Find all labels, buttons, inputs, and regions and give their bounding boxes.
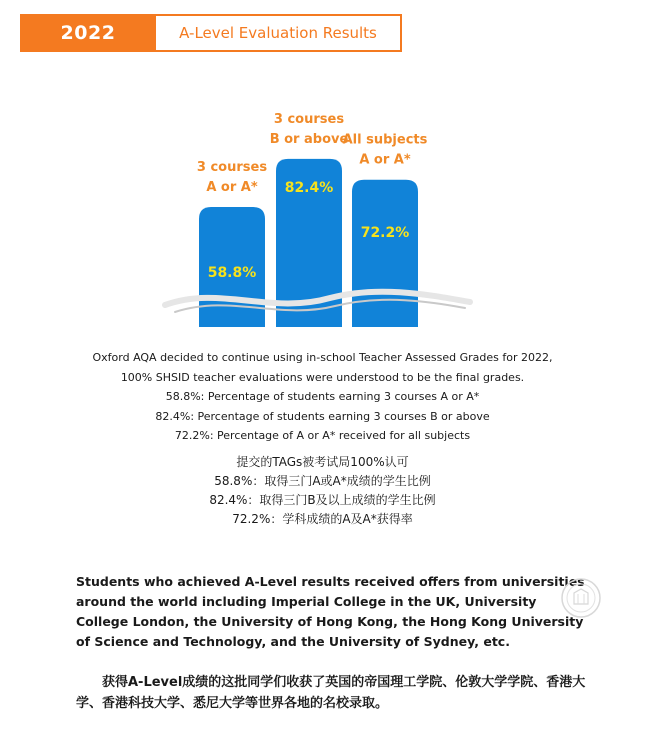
results-bar-chart (0, 80, 645, 330)
notes-english (0, 348, 645, 446)
note-line: Oxford AQA decided to continue using in-school Teacher Assessed Grades for 2022, (92, 351, 553, 364)
note-line-zh: 提交的TAGs被考试局100%认可 (236, 455, 409, 469)
note-line-zh: 72.2%：学科成绩的A及A*获得率 (232, 512, 413, 526)
bar-category-label: B or above (269, 131, 349, 147)
bar-category-label: 3 courses (273, 111, 345, 127)
note-line: 82.4%: Percentage of students earning 3 courses B or above (155, 409, 490, 423)
notes-chinese (0, 453, 645, 529)
offers-paragraph-english: Students who achieved A-Level results received offers from universities around the world including Imperial College in the UK, University College London, the University of Hong Kong, the Hong Kong University of Science and Technology, and the University of Sydney, etc. (76, 574, 585, 649)
page-title: A-Level Evaluation Results (156, 14, 402, 52)
bar-value-label: 58.8% (207, 265, 257, 281)
bar-category-label: A or A* (206, 180, 258, 196)
year-badge: 2022 (20, 14, 156, 52)
school-seal-watermark-icon (560, 577, 602, 619)
note-line: 72.2%: Percentage of A or A* received for all subjects (174, 429, 471, 442)
bar-category-label: All subjects (342, 132, 428, 148)
note-line-zh: 58.8%：取得三门A或A*成绩的学生比例 (214, 474, 431, 488)
note-line-zh: 82.4%：取得三门B及以上成绩的学生比例 (209, 493, 436, 507)
header-bar (20, 14, 402, 52)
bar (352, 180, 418, 327)
bar-value-label: 72.2% (360, 225, 410, 241)
bar-category-label: A or A* (359, 152, 411, 168)
bar-value-label: 82.4% (284, 180, 334, 196)
offers-paragraph-chinese: 获得A-Level成绩的这批同学们收获了英国的帝国理工学院、伦敦大学学院、香港大学、香港科技大学、悉尼大学等世界各地的名校录取。 (76, 675, 586, 711)
bar-category-label: 3 courses (196, 160, 268, 176)
note-line: 100% SHSID teacher evaluations were understood to be the final grades. (120, 370, 525, 384)
note-line: 58.8%: Percentage of students earning 3 courses A or A* (165, 390, 480, 403)
